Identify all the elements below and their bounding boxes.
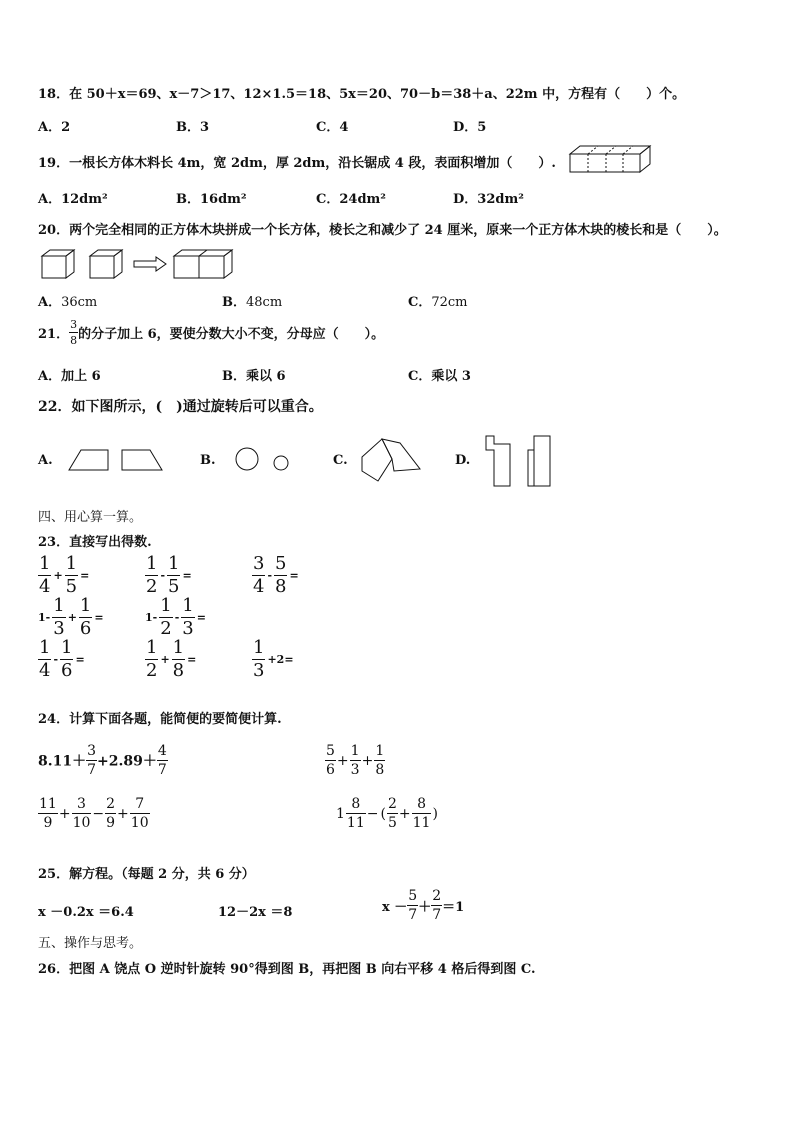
q21-option-a: A．加上 6 <box>38 369 101 384</box>
math-operator: x － <box>382 900 408 915</box>
fraction <box>52 597 65 638</box>
fraction <box>65 555 78 596</box>
q21-option-c: C．乘以 3 <box>408 369 471 384</box>
math-operator: ( <box>380 805 386 822</box>
q19-option-a: A．12dm² <box>38 192 108 207</box>
q19-option-c: C．24dm² <box>316 192 386 207</box>
q23-expression-2 <box>145 555 194 596</box>
fraction <box>407 889 418 922</box>
q20-option-a-letter: A． <box>38 295 62 310</box>
fraction <box>145 555 158 596</box>
math-operator: - <box>174 611 180 624</box>
q21-text <box>38 319 384 346</box>
math-operator: 1- <box>145 611 158 624</box>
math-operator: +2.89＋ <box>97 753 157 770</box>
fraction-numerator: 1 <box>160 595 172 616</box>
q20-option-c <box>408 291 468 310</box>
q18-option-c: C．4 <box>316 120 349 135</box>
math-operator: = <box>187 653 197 666</box>
q24-expression-3 <box>38 797 150 830</box>
q22-option-b: B. <box>200 453 216 468</box>
fraction <box>38 797 58 830</box>
fraction <box>38 639 51 680</box>
q20-option-a <box>38 291 97 310</box>
section-4-heading: 四、用心算一算。 <box>38 510 143 525</box>
math-operator: = <box>196 611 206 624</box>
fraction <box>130 797 150 830</box>
q20-option-b <box>222 291 282 310</box>
fraction-denominator: 3 <box>53 618 65 639</box>
math-operator: + <box>398 805 411 822</box>
fraction <box>374 744 385 777</box>
q22-option-a: A. <box>38 453 53 468</box>
fraction-numerator: 2 <box>432 888 442 904</box>
fraction-denominator: 2 <box>160 618 172 639</box>
fraction-numerator: 1 <box>39 553 51 574</box>
fraction <box>86 744 97 777</box>
q21-number: 21． <box>38 327 70 342</box>
fraction <box>72 797 92 830</box>
math-operator: − <box>92 805 105 822</box>
q22-option-c: C. <box>333 453 348 468</box>
fraction-numerator: 1 <box>168 553 180 574</box>
math-operator: = <box>75 653 85 666</box>
q19-text: 19．一根长方体木料长 4m，宽 2dm，厚 2dm，沿长锯成 4 段，表面积增加（ ）. <box>38 156 556 171</box>
q21-fraction-denominator: 8 <box>70 334 78 347</box>
q21-body: 的分子加上 6，要使分数大小不变，分母应（ ）。 <box>78 327 385 342</box>
fraction-denominator: 3 <box>350 762 360 778</box>
fraction-denominator: 10 <box>72 815 91 831</box>
fraction-numerator: 3 <box>253 553 265 574</box>
fraction-numerator: 2 <box>106 796 116 812</box>
fraction-numerator: 7 <box>130 797 150 814</box>
q21-fraction-numerator: 3 <box>70 318 78 331</box>
fraction-numerator: 8 <box>412 797 432 814</box>
fraction-denominator: 10 <box>130 815 149 831</box>
math-operator: + <box>160 653 170 666</box>
q25-title: 25．解方程。（每题 2 分，共 6 分） <box>38 867 255 882</box>
q23-expression-4 <box>38 597 106 638</box>
fraction <box>79 597 92 638</box>
fraction <box>252 555 265 596</box>
bracket-shapes <box>484 434 556 490</box>
fraction-numerator: 5 <box>408 888 418 904</box>
fraction-denominator: 3 <box>253 660 265 681</box>
q20-text: 20．两个完全相同的正方体木块拼成一个长方体，棱长之和减少了 24 厘米，原来一个正方体木块的棱长和是（ ）。 <box>38 223 727 238</box>
q26-text: 26．把图 A 饶点 O 逆时针旋转 90°得到图 B，再把图 B 向右平移 4 格后得到图 C. <box>38 962 536 977</box>
math-operator: ＝1 <box>442 900 465 915</box>
q20-option-c-value: 72cm <box>431 295 468 310</box>
math-operator: + <box>117 805 129 822</box>
fraction-numerator: 3 <box>72 797 92 814</box>
fraction-denominator: 7 <box>157 762 167 778</box>
fraction-numerator: 1 <box>172 637 185 658</box>
fraction-denominator: 2 <box>146 660 158 681</box>
fraction <box>387 797 398 830</box>
fraction-denominator: 11 <box>412 815 431 831</box>
fraction <box>252 639 265 680</box>
trapezoid-shapes <box>66 446 166 472</box>
fraction-denominator: 9 <box>106 815 116 831</box>
math-operator: − <box>366 805 379 822</box>
fraction <box>325 744 336 777</box>
fraction-denominator: 6 <box>326 762 335 778</box>
fraction-denominator: 3 <box>182 618 194 639</box>
fraction <box>38 555 51 596</box>
fraction-denominator: 2 <box>146 576 158 597</box>
q20-option-c-letter: C． <box>408 295 432 310</box>
circle-shapes <box>233 446 293 474</box>
fraction-denominator: 4 <box>39 576 51 597</box>
fraction-numerator: 1 <box>182 595 194 616</box>
fraction-numerator: 1 <box>350 743 360 759</box>
math-operator: = <box>94 611 104 624</box>
fraction-numerator: 5 <box>326 743 335 759</box>
fraction <box>167 555 180 596</box>
math-operator: = <box>289 569 299 582</box>
q25-equation-3 <box>382 889 464 922</box>
fraction-numerator: 1 <box>146 637 158 658</box>
fraction-numerator: 1 <box>39 637 51 658</box>
fraction <box>105 797 116 830</box>
fraction-denominator: 5 <box>168 576 180 597</box>
q23-title: 23．直接写出得数. <box>38 535 152 550</box>
pentagon-shapes <box>358 435 424 485</box>
q23-expression-8 <box>252 639 296 680</box>
fraction-denominator: 6 <box>79 618 92 639</box>
q25-equation-2: 12－2x ＝8 <box>218 905 293 920</box>
fraction <box>181 597 194 638</box>
fraction <box>159 597 172 638</box>
fraction-numerator: 5 <box>275 553 287 574</box>
math-operator: 1 <box>336 805 345 822</box>
q24-expression-1 <box>38 744 168 777</box>
fraction-numerator: 2 <box>387 796 397 812</box>
fraction <box>145 639 158 680</box>
q24-expression-2 <box>325 744 385 777</box>
fraction-denominator: 7 <box>432 907 442 923</box>
q23-expression-7 <box>145 639 198 680</box>
fraction <box>350 744 361 777</box>
q18-text: 18．在 50＋x＝69、x－7＞17、12×1.5＝18、5x＝20、70－b＝38＋a、22m 中，方程有（ ）个。 <box>38 87 686 102</box>
fraction-denominator: 9 <box>43 815 53 831</box>
q20-option-b-letter: B． <box>222 295 246 310</box>
fraction-denominator: 11 <box>346 815 365 831</box>
math-operator: = <box>80 569 90 582</box>
q25-equation-1: x －0.2x ＝6.4 <box>38 905 134 920</box>
fraction-numerator: 11 <box>39 796 57 812</box>
fraction-numerator: 1 <box>375 743 385 759</box>
q21-option-b: B．乘以 6 <box>222 369 286 384</box>
q23-expression-6 <box>38 639 87 680</box>
fraction-denominator: 7 <box>87 762 97 778</box>
fraction <box>60 639 73 680</box>
cubes-joining-figure <box>40 248 232 280</box>
fraction-numerator: 1 <box>146 553 158 574</box>
fraction-numerator: 1 <box>53 595 65 616</box>
math-operator: 1- <box>38 611 51 624</box>
fraction <box>274 555 287 596</box>
math-operator: + <box>361 752 374 769</box>
fraction <box>412 797 432 830</box>
q18-option-d: D．5 <box>453 120 487 135</box>
q22-option-d: D. <box>455 453 471 468</box>
math-operator: + <box>336 752 349 769</box>
fraction <box>346 797 366 830</box>
q24-expression-4 <box>335 797 439 830</box>
fraction-numerator: 1 <box>61 637 73 658</box>
math-operator: 8.11＋ <box>38 753 87 770</box>
math-operator: ) <box>432 805 438 822</box>
math-operator: +2= <box>267 653 294 666</box>
q20-option-b-value: 48cm <box>246 295 283 310</box>
q22-text: 22．如下图所示，( )通过旋转后可以重合。 <box>38 399 323 415</box>
fraction-denominator: 8 <box>375 762 385 778</box>
math-operator: + <box>53 569 63 582</box>
q23-expression-3 <box>252 555 301 596</box>
math-operator: - <box>160 569 166 582</box>
fraction-numerator: 1 <box>65 553 78 574</box>
fraction-numerator: 8 <box>346 797 366 814</box>
fraction-denominator: 6 <box>61 660 73 681</box>
math-operator: + <box>67 611 77 624</box>
math-operator: = <box>182 569 192 582</box>
q19-option-d: D．32dm² <box>453 192 524 207</box>
math-operator: + <box>58 805 71 822</box>
fraction-numerator: 4 <box>157 743 167 759</box>
fraction-denominator: 5 <box>65 576 78 597</box>
fraction-numerator: 1 <box>253 637 265 658</box>
math-operator: ＋ <box>418 900 432 915</box>
fraction-denominator: 5 <box>387 815 397 831</box>
fraction-denominator: 7 <box>408 907 418 923</box>
math-operator: - <box>53 653 59 666</box>
fraction-denominator: 4 <box>39 660 51 681</box>
fraction <box>431 889 442 922</box>
q23-expression-5 <box>145 597 208 638</box>
fraction <box>172 639 185 680</box>
section-5-heading: 五、操作与思考。 <box>38 936 143 951</box>
fraction-denominator: 8 <box>172 660 185 681</box>
q21-fraction <box>69 319 78 346</box>
fraction-denominator: 8 <box>275 576 287 597</box>
q18-option-b: B．3 <box>176 120 210 135</box>
q18-option-a: A．2 <box>38 120 71 135</box>
fraction <box>157 744 168 777</box>
math-operator: - <box>267 569 273 582</box>
q20-option-a-value: 36cm <box>61 295 98 310</box>
fraction-denominator: 4 <box>253 576 265 597</box>
fraction-numerator: 1 <box>79 595 92 616</box>
q23-expression-1 <box>38 555 91 596</box>
wood-block-figure <box>566 144 652 174</box>
q19-option-b: B．16dm² <box>176 192 247 207</box>
q24-title: 24．计算下面各题，能简便的要简便计算. <box>38 712 282 727</box>
fraction-numerator: 3 <box>87 743 97 759</box>
